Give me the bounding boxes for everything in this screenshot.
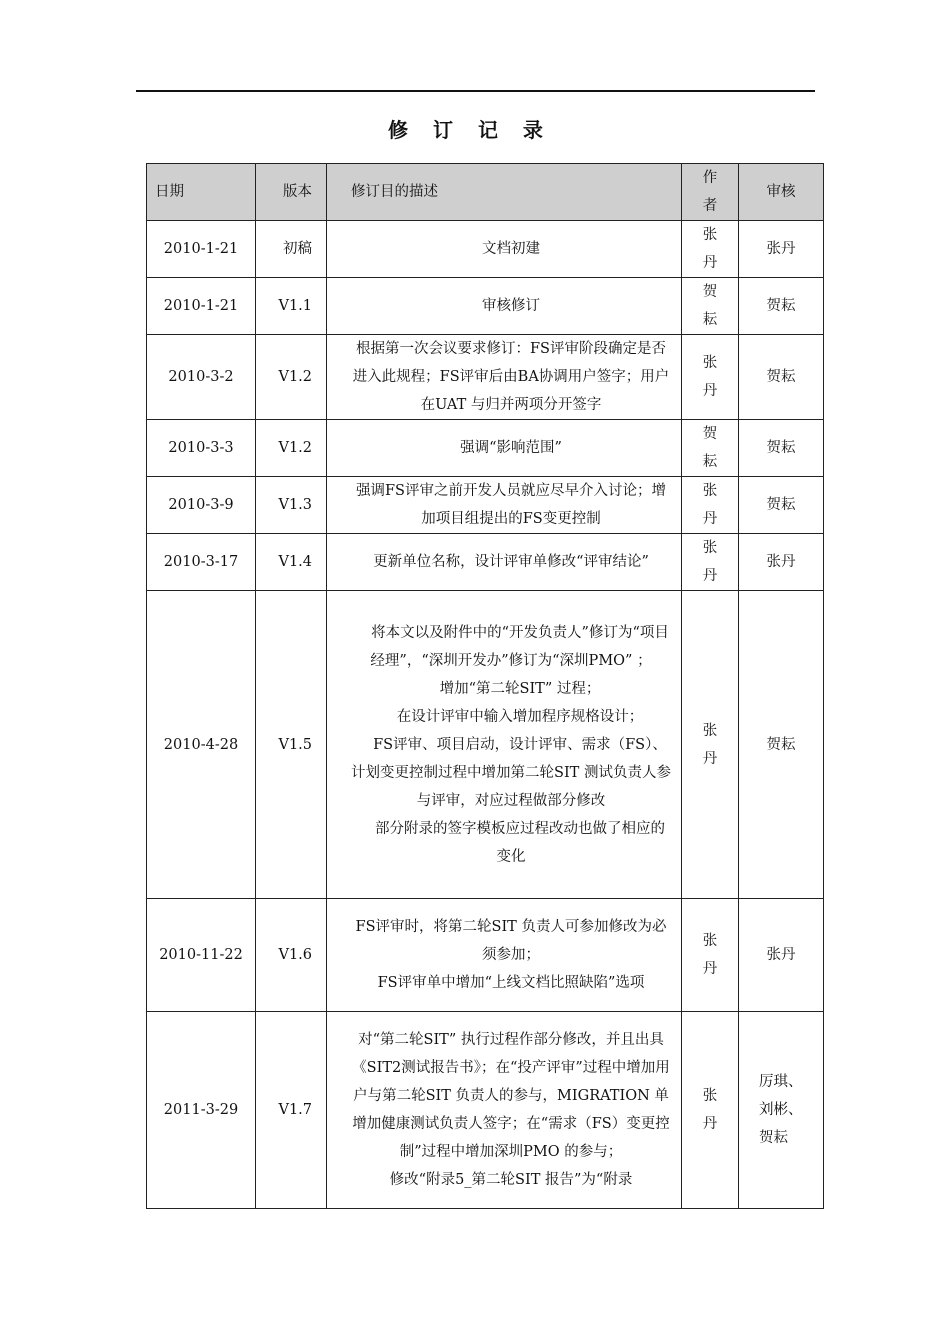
table-header-row <box>147 164 824 221</box>
description-line: 审核修订 <box>482 298 540 314</box>
author-name: 贺耘 <box>702 426 718 470</box>
cell-description <box>327 534 682 591</box>
table-row <box>147 591 824 899</box>
table-row <box>147 1012 824 1209</box>
cell-date: 2011-3-29 <box>147 1012 256 1209</box>
header-date: 日期 <box>147 164 256 221</box>
header-description: 修订目的描述 <box>327 164 682 221</box>
cell-reviewer: 贺耘 <box>739 420 824 477</box>
cell-reviewer: 贺耘 <box>739 591 824 899</box>
table-row <box>147 221 824 278</box>
cell-date: 2010-3-17 <box>147 534 256 591</box>
cell-reviewer: 张丹 <box>739 534 824 591</box>
header-reviewer: 审核 <box>739 164 824 221</box>
cell-description <box>327 899 682 1012</box>
cell-description <box>327 335 682 420</box>
cell-version: V1.2 <box>256 335 327 420</box>
cell-date: 2010-4-28 <box>147 591 256 899</box>
cell-author <box>682 335 739 420</box>
cell-author <box>682 1012 739 1209</box>
table-row <box>147 899 824 1012</box>
cell-version: V1.7 <box>256 1012 327 1209</box>
cell-version: V1.5 <box>256 591 327 899</box>
description-line: 将本文以及附件中的“开发负责人”修订为“项目经理”，“深圳开发办”修订为“深圳PMO” ； <box>370 624 669 669</box>
header-version: 版本 <box>256 164 327 221</box>
cell-author <box>682 534 739 591</box>
cell-author <box>682 278 739 335</box>
cell-author <box>682 477 739 534</box>
description-line: 根据第一次会议要求修订：FS评审阶段确定是否进入此规程；FS评审后由BA协调用户签字；用户在UAT 与归并两项分开签字 <box>352 341 670 413</box>
cell-date: 2010-3-3 <box>147 420 256 477</box>
cell-author <box>682 899 739 1012</box>
cell-description <box>327 477 682 534</box>
cell-author <box>682 420 739 477</box>
cell-description <box>327 221 682 278</box>
author-name: 张丹 <box>702 722 718 767</box>
table-row <box>147 477 824 534</box>
cell-reviewer: 贺耘 <box>739 335 824 420</box>
description-line: 增加“第二轮SIT” 过程； <box>439 680 601 697</box>
description-line: 更新单位名称，设计评审单修改“评审结论” <box>373 554 649 570</box>
author-name: 张丹 <box>702 483 718 527</box>
cell-version: V1.2 <box>256 420 327 477</box>
cell-version: 初稿 <box>256 221 327 278</box>
header-author <box>682 164 739 221</box>
description-line: 部分附录的签字模板应过程改动也做了相应的变化 <box>375 820 665 865</box>
cell-date: 2010-1-21 <box>147 221 256 278</box>
cell-reviewer: 贺耘 <box>739 477 824 534</box>
table-row <box>147 278 824 335</box>
author-name: 张丹 <box>702 933 718 977</box>
cell-description <box>327 278 682 335</box>
description-line: 在设计评审中输入增加程序规格设计； <box>396 708 644 725</box>
description-line: FS评审时，将第二轮SIT 负责人可参加修改为必须参加； <box>355 919 667 963</box>
cell-version: V1.1 <box>256 278 327 335</box>
author-name: 张丹 <box>702 355 718 399</box>
table-row <box>147 420 824 477</box>
description-line: 文档初建 <box>482 241 540 257</box>
cell-author <box>682 591 739 899</box>
description-line: 修改“附录5_第二轮SIT 报告”为“附录 <box>389 1172 633 1188</box>
cell-description <box>327 1012 682 1209</box>
description-line: 强调FS评审之前开发人员就应尽早介入讨论；增加项目组提出的FS变更控制 <box>356 483 666 527</box>
description-line: FS评审、项目启动，设计评审、需求（FS）、计划变更控制过程中增加第二轮SIT 测试负责人参与评审，对应过程做部分修改 <box>351 736 671 809</box>
table-row <box>147 534 824 591</box>
cell-author <box>682 221 739 278</box>
cell-reviewer: 贺耘 <box>739 278 824 335</box>
cell-version: V1.6 <box>256 899 327 1012</box>
cell-date: 2010-3-2 <box>147 335 256 420</box>
cell-reviewer: 张丹 <box>739 221 824 278</box>
cell-reviewer: 厉琪、刘彬、贺耘 <box>739 1012 824 1209</box>
cell-version: V1.4 <box>256 534 327 591</box>
cell-description <box>327 591 682 899</box>
cell-date: 2010-1-21 <box>147 278 256 335</box>
author-name: 张丹 <box>702 1088 718 1132</box>
author-name: 张丹 <box>702 227 718 271</box>
cell-date: 2010-3-9 <box>147 477 256 534</box>
page-title: 修 订 记 录 <box>388 118 552 142</box>
cell-version: V1.3 <box>256 477 327 534</box>
revision-table <box>146 163 824 1209</box>
description-line: 对“第二轮SIT” 执行过程作部分修改，并且出具《SIT2测试报告书》；在“投产评审”过程中增加用户与第二轮SIT 负责人的参与，MIGRATION 单增加健康测试负责人签字；在“需求（FS）变更控制”过程中增加深圳PMO 的参与； <box>352 1032 670 1160</box>
header-rule <box>136 90 815 92</box>
cell-description <box>327 420 682 477</box>
description-line: FS评审单中增加“上线文档比照缺陷”选项 <box>377 975 645 991</box>
description-line: 强调“影响范围” <box>460 440 562 456</box>
header-author-text: 作者 <box>702 170 718 214</box>
cell-date: 2010-11-22 <box>147 899 256 1012</box>
author-name: 张丹 <box>702 540 718 584</box>
author-name: 贺耘 <box>702 284 718 328</box>
cell-reviewer: 张丹 <box>739 899 824 1012</box>
table-row <box>147 335 824 420</box>
